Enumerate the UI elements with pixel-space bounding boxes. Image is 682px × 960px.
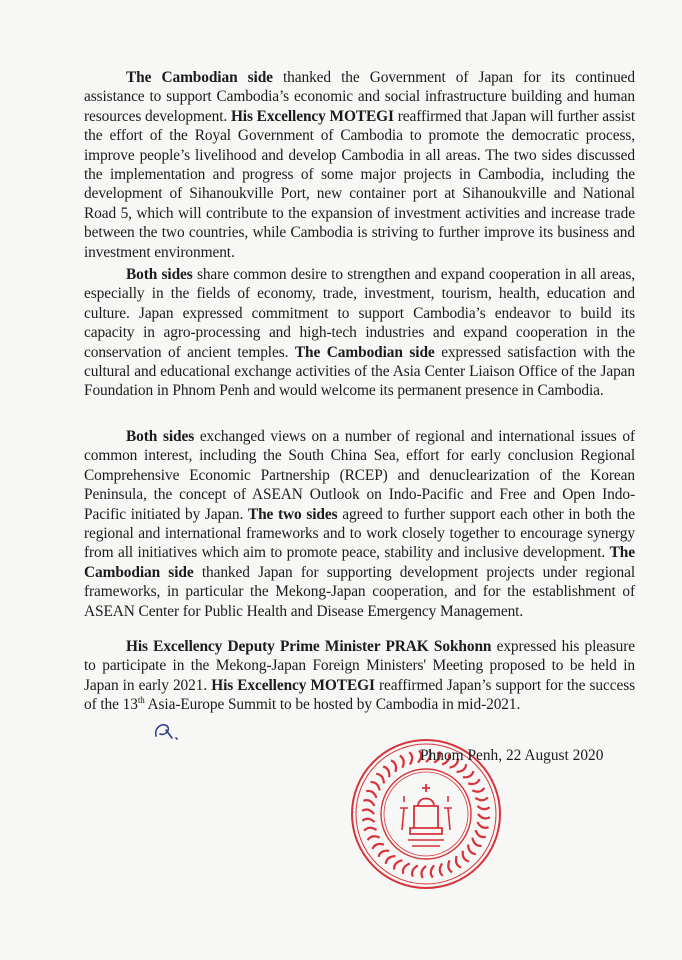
bold-phrase: The Cambodian side	[294, 343, 435, 361]
body-text: expressed his pleasure to participate in the Mekong-Japan Foreign Ministers' Meeting proposed to be held in Japan in early 2021.	[84, 638, 635, 694]
bold-phrase: The Cambodian side	[84, 544, 635, 581]
seal-glyph-stroke	[400, 756, 404, 768]
paragraph-indent	[84, 266, 126, 283]
seal-glyph-stroke	[383, 767, 389, 778]
bold-phrase: His Excellency MOTEGI	[211, 676, 375, 694]
seal-glyph-stroke	[431, 865, 434, 877]
paragraph-cooperation-areas	[84, 265, 635, 401]
seal-glyph-stroke	[448, 860, 452, 872]
place-date-signoff: Phnom Penh, 22 August 2020	[420, 747, 604, 764]
seal-glyph-stroke	[379, 851, 390, 857]
seal-glyph-stroke	[477, 822, 488, 828]
body-text: agreed to further support each other in both the regional and international frameworks and to work closely together to encourage synergy from all initiatives which aim to promote peace, stability and inclusive development.	[84, 505, 635, 562]
seal-glyph-stroke	[362, 810, 374, 814]
seal-glyph-stroke	[394, 860, 402, 869]
seal-glyph-stroke	[363, 800, 374, 806]
body-text: thanked the Government of Japan for its continued assistance to support Cambodia’s economic and social infrastructure building and human resources development.	[84, 69, 635, 125]
handwritten-initials	[152, 720, 192, 742]
seal-glyph-stroke	[476, 830, 486, 837]
seal-glyph-stroke	[468, 845, 476, 855]
seal-glyph-stroke	[456, 856, 461, 868]
paragraph-indent	[84, 69, 126, 86]
seal-glyph-stroke	[478, 814, 490, 818]
seal-glyph-stroke	[463, 771, 474, 777]
paragraph-indent	[84, 428, 126, 445]
seal-glyph-stroke	[440, 864, 443, 876]
seal-glyph-stroke	[366, 791, 376, 798]
seal-glyph-stroke	[422, 866, 426, 878]
seal-glyph-stroke	[472, 788, 484, 792]
seal-glyph-stroke	[362, 819, 374, 822]
seal-glyph-stroke	[386, 856, 396, 864]
paragraph-indent	[84, 638, 126, 655]
body-text: share common desire to strengthen and expand cooperation in all areas, especially in the fields of economy, trade, investment, tourism, health, education and culture. Japan expressed commitment to support Cambodia’s endeavor to build its capacity in agro-processing and high-tech industries and expand cooperation in the conservation of ancient temples.	[84, 266, 635, 361]
bold-phrase: The Cambodian side	[126, 69, 273, 86]
body-text: Asia-Europe Summit to be hosted by Cambodia in mid-2021.	[144, 696, 521, 714]
seal-glyph-stroke	[476, 797, 488, 800]
seal-glyph-stroke	[364, 828, 376, 831]
paragraph-cambodia-infrastructure	[84, 68, 635, 262]
body-text: reaffirmed that Japan will further assist the effort of the Royal Government of Cambodia to promote the democratic process, improve people’s livelihood and develop Cambodia in all areas. The two sides discussed the implementation and progress of some major projects in Cambodia, including the development of Sihanoukville Port, new container port at Sihanoukville and National Road 5, which will contribute to the expansion of investment activities and increase trade between the two countries, while Cambodia is striving to further improve its business and investment environment.	[84, 107, 635, 261]
paragraph-mekong-japan-meeting	[84, 637, 635, 715]
seal-glyph-stroke	[371, 782, 380, 790]
seal-glyph-stroke	[477, 806, 489, 809]
bold-phrase: His Excellency Deputy Prime Minister PRAK Sokhonn	[126, 638, 492, 655]
body-text: reaffirmed Japan’s support for the success of the 13	[84, 676, 635, 714]
seal-glyph-stroke	[372, 844, 384, 849]
paragraph-regional-issues	[84, 427, 635, 621]
seal-glyph-stroke	[472, 838, 481, 846]
seal-glyph-stroke	[457, 764, 467, 772]
seal-glyph-stroke	[463, 851, 469, 862]
bold-phrase: Both sides	[126, 428, 195, 445]
seal-glyph-stroke	[409, 752, 412, 764]
bold-phrase: Both sides	[126, 266, 193, 283]
body-text: exchanged views on a number of regional and international issues of common interest, including the South China Sea, effort for early conclusion Regional Comprehensive Economic Partnership (RCEP) and denuclearization of the Korean Peninsula, the concept of ASEAN Outlook on Indo-Pacific and Free and Open Indo-Pacific initiated by Japan.	[84, 428, 636, 523]
seal-glyph-stroke	[412, 865, 418, 876]
ordinal-suffix: th	[137, 695, 145, 706]
seal-glyph-stroke	[391, 760, 396, 772]
seal-glyph-stroke	[376, 774, 384, 784]
seal-glyph-stroke	[368, 836, 380, 840]
body-text: expressed satisfaction with the cultural and educational exchange activities of the Asia Center Liaison Office of the Japan Foundation in Phnom Penh and would welcome its permanent presence in Cambodia.	[84, 343, 635, 400]
bold-phrase: His Excellency MOTEGI	[230, 107, 394, 125]
bold-phrase: The two sides	[247, 505, 338, 523]
body-text: thanked Japan for supporting development projects under regional frameworks, in particular the Mekong-Japan cooperation, and for the establishment of ASEAN Center for Public Health and Disease Emergency Management.	[84, 563, 635, 620]
seal-glyph-stroke	[468, 779, 480, 784]
seal-glyph-stroke	[403, 864, 410, 874]
